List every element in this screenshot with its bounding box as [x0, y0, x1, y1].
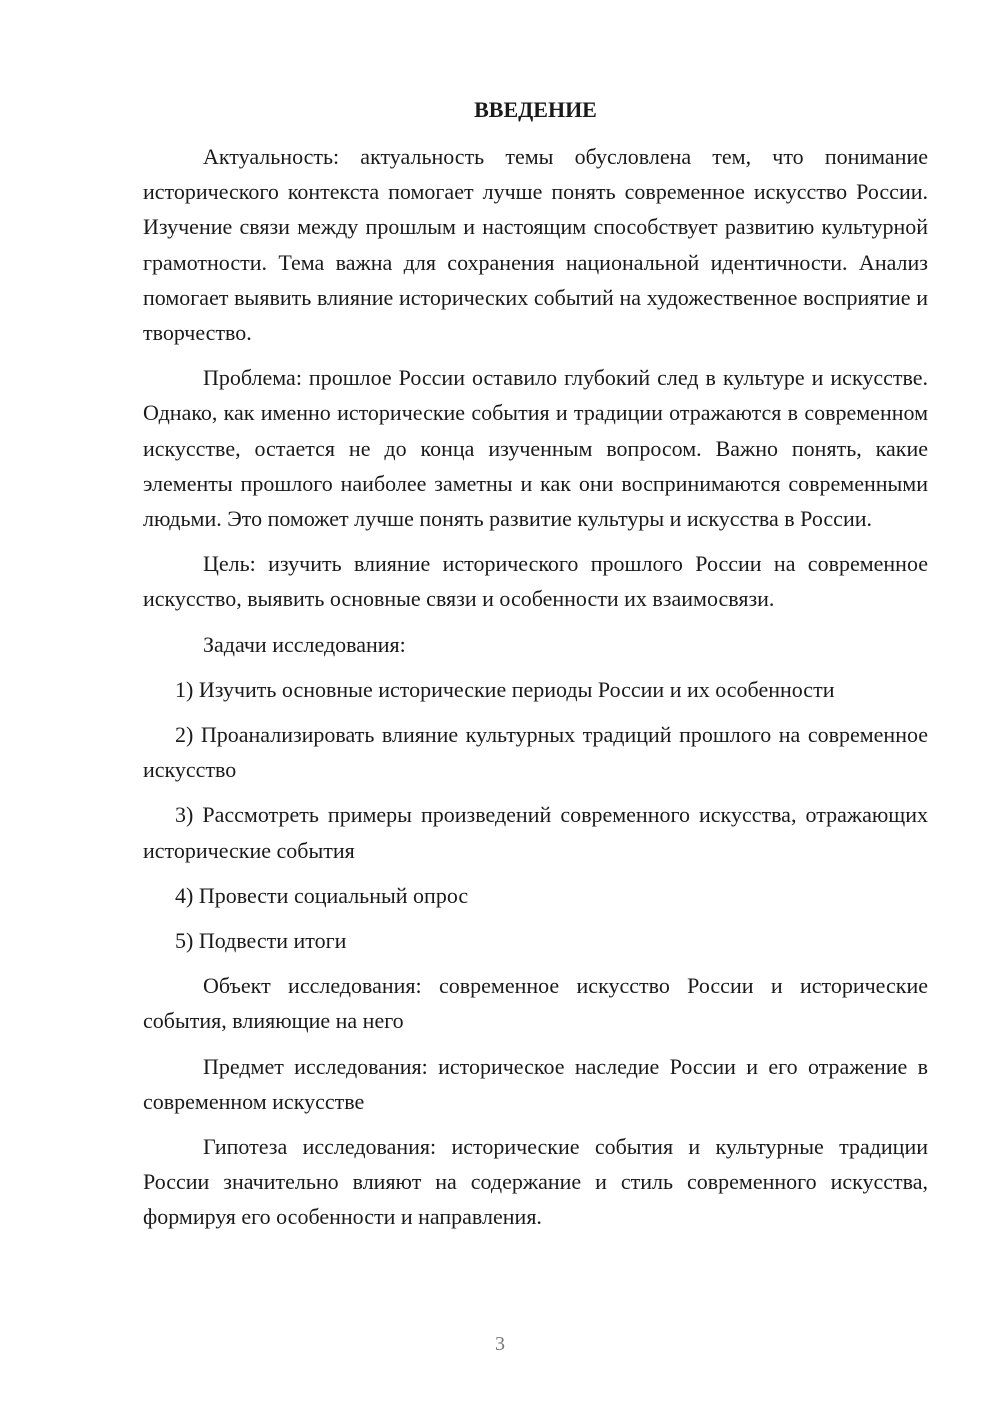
tasks-title: Задачи исследования: — [203, 631, 406, 657]
task-item: 2) Проанализировать влияние культурных традиций прошлого на современное искусство — [143, 722, 928, 783]
task-item: 1) Изучить основные исторические периоды России и их особенности — [175, 676, 835, 702]
task-item: 4) Провести социальный опрос — [175, 882, 469, 908]
page-title: ВВЕДЕНИЕ — [474, 97, 597, 122]
page-number: 3 — [495, 1333, 505, 1355]
task-item: 5) Подвести итоги — [175, 928, 347, 954]
task-item: 3) Рассмотреть примеры произведений современного искусства, отражающих исторические события — [143, 802, 928, 863]
problem-paragraph: Проблема: прошлое России оставило глубокий след в культуре и искусстве. Однако, как именно исторические события и традиции отражаются в современном искусстве, остается не до конца изученным вопросом. Важно понять, какие элементы прошлого наиболее заметны и как они воспринимаются современными людьми. Это поможет лучше понять развитие культуры и искусства в России. — [143, 365, 928, 532]
document-page — [143, 95, 928, 1245]
hypothesis-paragraph: Гипотеза исследования: исторические события и культурные традиции России значительно влияют на содержание и стиль современного искусства, формируя его особенности и направления. — [143, 1134, 928, 1230]
object-paragraph: Объект исследования: современное искусство России и исторические события, влияющие на него — [143, 973, 928, 1034]
goal-paragraph: Цель: изучить влияние исторического прошлого России на современное искусство, выявить основные связи и особенности их взаимосвязи. — [143, 551, 928, 612]
relevance-paragraph: Актуальность: актуальность темы обусловлена тем, что понимание исторического контекста помогает лучше понять современное искусство России. Изучение связи между прошлым и настоящим способствует развитию культурной грамотности. Тема важна для сохранения национальной идентичности. Анализ помогает выявить влияние исторических событий на художественное восприятие и творчество. — [143, 144, 928, 346]
subject-paragraph: Предмет исследования: историческое наследие России и его отражение в современном искусстве — [143, 1053, 928, 1114]
